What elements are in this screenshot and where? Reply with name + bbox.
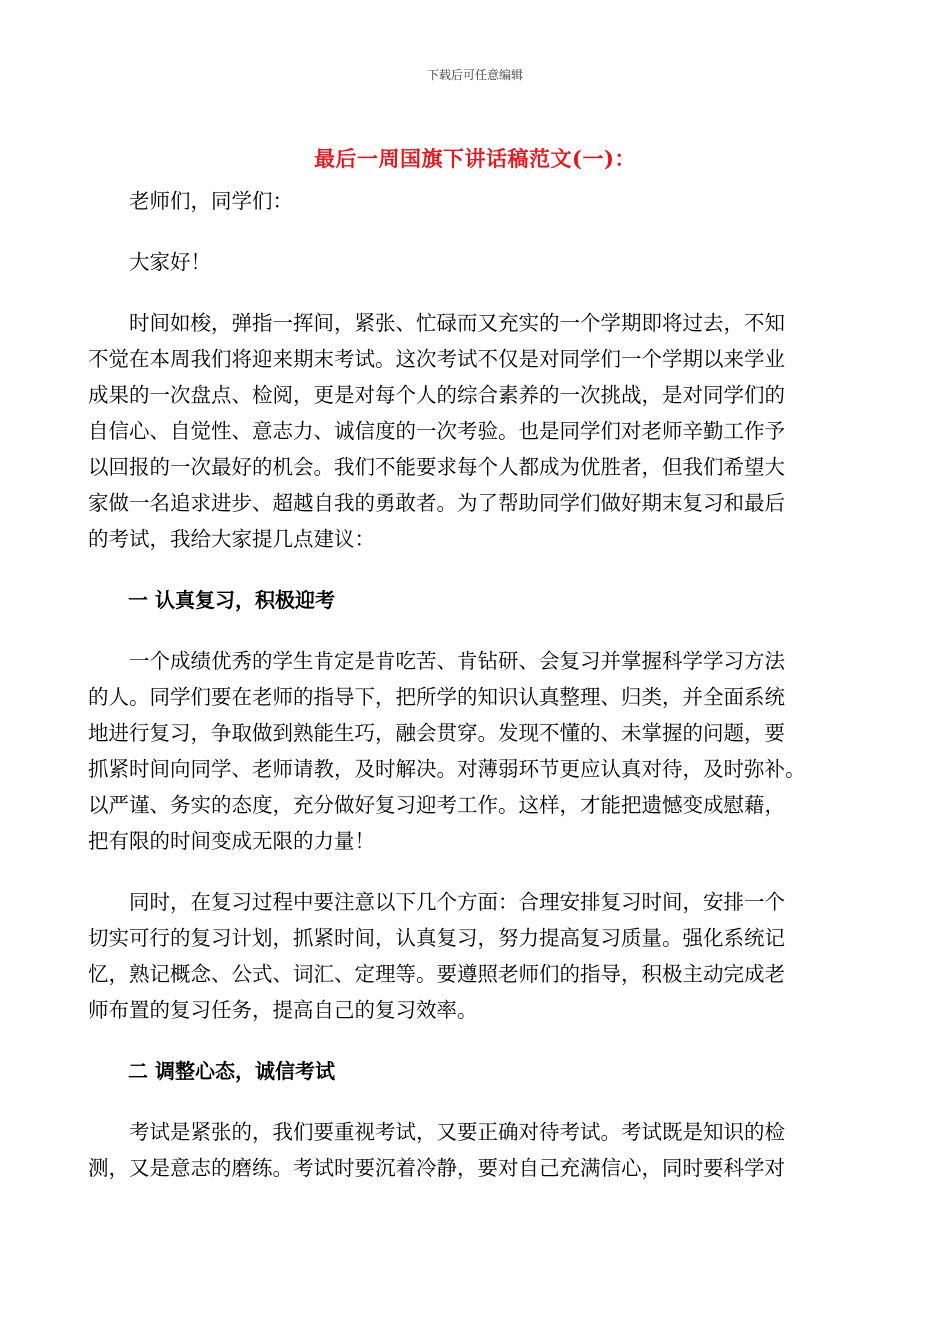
paragraph-line: 考试是紧张的，我们要重视考试，又要正确对待考试。考试既是知识的检 bbox=[129, 1120, 785, 1144]
paragraph-line: 以严谨、务实的态度，充分做好复习迎考工作。这样，才能把遗憾变成慰藉， bbox=[88, 793, 785, 817]
section1-paragraph-2 bbox=[88, 884, 862, 1028]
paragraph-line: 同时，在复习过程中要注意以下几个方面：合理安排复习时间，安排一个 bbox=[129, 890, 785, 914]
paragraph-line: 把有限的时间变成无限的力量！ bbox=[88, 829, 375, 853]
paragraph-line: 切实可行的复习计划，抓紧时间，认真复习，努力提高复习质量。强化系统记 bbox=[88, 926, 785, 950]
paragraph-line: 忆，熟记概念、公式、词汇、定理等。要遵照老师们的指导，积极主动完成老 bbox=[88, 962, 785, 986]
document-body bbox=[88, 183, 862, 1211]
paragraph-line: 时间如梭，弹指一挥间，紧张、忙碌而又充实的一个学期即将过去，不知 bbox=[129, 311, 785, 335]
paragraph-line: 家做一名追求进步、超越自我的勇敢者。为了帮助同学们做好期末复习和最后 bbox=[88, 491, 785, 515]
page-header-note: 下载后可任意编辑 bbox=[426, 68, 523, 82]
paragraph-line: 测，又是意志的磨练。考试时要沉着冷静，要对自己充满信心，同时要科学对 bbox=[88, 1156, 785, 1180]
paragraph-line: 的考试，我给大家提几点建议： bbox=[88, 527, 375, 551]
paragraph-line: 一个成绩优秀的学生肯定是肯吃苦、肯钻研、会复习并掌握科学学习方法 bbox=[129, 649, 785, 673]
paragraph-line: 不觉在本周我们将迎来期末考试。这次考试不仅是对同学们一个学期以来学业 bbox=[88, 347, 785, 371]
paragraph-line: 自信心、自觉性、意志力、诚信度的一次考验。也是同学们对老师辛勤工作予 bbox=[88, 419, 785, 443]
section-heading-2: 二 调整心态，诚信考试 bbox=[128, 1059, 335, 1083]
paragraph-line: 师布置的复习任务，提高自己的复习效率。 bbox=[88, 998, 478, 1022]
section1-paragraph-1 bbox=[88, 643, 862, 859]
salutation-line: 大家好！ bbox=[129, 250, 211, 274]
intro-paragraph bbox=[88, 305, 862, 557]
paragraph-line: 地进行复习，争取做到熟能生巧，融会贯穿。发现不懂的、未掌握的问题，要 bbox=[88, 721, 785, 745]
section2-paragraph-1 bbox=[88, 1114, 862, 1186]
paragraph-line: 的人。同学们要在老师的指导下，把所学的知识认真整理、归类，并全面系统 bbox=[88, 685, 785, 709]
greeting-line: 老师们，同学们： bbox=[129, 189, 293, 213]
paragraph-line: 以回报的一次最好的机会。我们不能要求每个人都成为优胜者，但我们希望大 bbox=[88, 455, 785, 479]
section-heading-1: 一 认真复习，积极迎考 bbox=[128, 588, 335, 612]
document-title: 最后一周国旗下讲话稿范文(一)： bbox=[314, 146, 636, 171]
paragraph-line: 抓紧时间向同学、老师请教，及时解决。对薄弱环节更应认真对待，及时弥补。 bbox=[88, 757, 806, 781]
paragraph-line: 成果的一次盘点、检阅，更是对每个人的综合素养的一次挑战，是对同学们的 bbox=[88, 383, 785, 407]
